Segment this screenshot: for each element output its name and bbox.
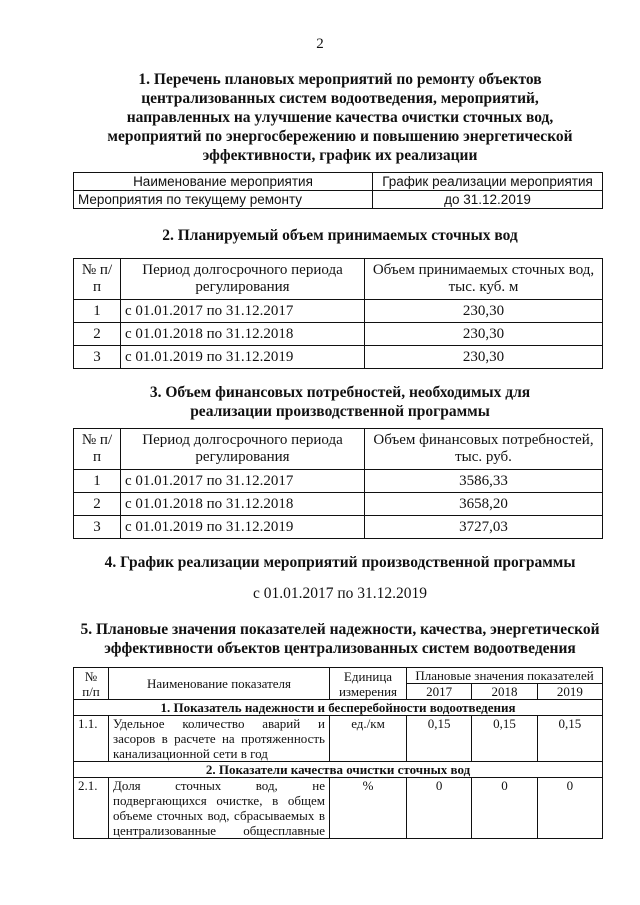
table-row [74,493,603,516]
row-value: 0,15 [537,716,602,762]
section5-title [60,620,620,658]
row-unit: ед./км [330,716,407,762]
group-row [74,762,603,778]
group-row [74,700,603,716]
row-indicator-name [109,778,330,839]
row-num: 1 [74,470,121,493]
section1-title-line: централизованных систем водоотведения, мероприятий, [141,90,539,107]
indicator-line: Доля сточных вод, не [113,778,325,793]
row-num: 3 [74,346,121,369]
table-row [74,300,603,323]
indicator-line: канализационной сети в год [113,746,268,761]
row-value: 230,30 [365,323,603,346]
indicator-line: Удельное количество аварий и [113,716,325,731]
row-num: 3 [74,516,121,539]
indicators-table [73,667,603,839]
section3-title [60,383,620,421]
header-unit: Единица измерения [330,668,407,700]
header-indicator-name: Наименование показателя [109,668,330,700]
group-reliability: 1. Показатель надежности и бесперебойности водоотведения [74,700,603,716]
header-num: № п/п [74,259,121,300]
table-header-row [74,173,603,191]
row-period: с 01.01.2019 по 31.12.2019 [121,516,365,539]
row-value: 3586,33 [365,470,603,493]
header-year: 2017 [407,684,472,700]
row-period: с 01.01.2017 по 31.12.2017 [121,470,365,493]
header-measure-name: Наименование мероприятия [74,173,373,191]
wastewater-volume-table [73,258,603,369]
measure-name: Мероприятия по текущему ремонту [74,191,373,209]
section1-title [60,70,620,165]
row-period: с 01.01.2017 по 31.12.2017 [121,300,365,323]
section1-title-line: 1. Перечень плановых мероприятий по ремонту объектов [138,71,542,88]
row-unit: % [330,778,407,839]
row-period: с 01.01.2019 по 31.12.2019 [121,346,365,369]
financial-needs-table [73,428,603,539]
row-value: 0 [407,778,472,839]
measures-table [73,172,603,209]
table-header-row [74,429,603,470]
table-header-row [74,259,603,300]
section1-title-line: мероприятий по энергосбережению и повышению энергетической [107,128,573,145]
header-year: 2019 [537,684,602,700]
row-indicator-name [109,716,330,762]
section4-title: 4. График реализации мероприятий производственной программы [104,554,576,571]
section5-title-line: эффективности объектов централизованных систем водоотведения [104,640,576,657]
section1-title-line: эффективности, график их реализации [202,147,478,164]
header-num: № п/п [74,429,121,470]
table-row [74,346,603,369]
header-num: № п/п [74,668,109,700]
header-volume: Объем принимаемых сточных вод, тыс. куб. м [365,259,603,300]
header-year: 2018 [472,684,537,700]
table-row [74,716,603,762]
measure-deadline: до 31.12.2019 [373,191,603,209]
table-row [74,470,603,493]
indicator-line: объеме сточных вод, сбрасываемых в [113,808,325,823]
row-num: 2.1. [74,778,109,839]
page-number: 2 [316,36,324,52]
row-num: 1.1. [74,716,109,762]
header-schedule: График реализации мероприятия [373,173,603,191]
section2-title: 2. Планируемый объем принимаемых сточных вод [162,227,518,244]
row-num: 1 [74,300,121,323]
indicator-line: централизованные общесплавные [113,823,325,838]
section4-period: с 01.01.2017 по 31.12.2019 [252,585,428,602]
row-period: с 01.01.2018 по 31.12.2018 [121,323,365,346]
group-treatment-quality: 2. Показатели качества очистки сточных вод [74,762,603,778]
row-num: 2 [74,493,121,516]
table-row [74,516,603,539]
header-financial: Объем финансовых потребностей, тыс. руб. [365,429,603,470]
section5-title-line: 5. Плановые значения показателей надежности, качества, энергетической [80,621,600,638]
indicator-line: засоров в расчете на протяженность [113,731,325,746]
indicator-line: подвергающихся очистке, в общем [113,793,325,808]
table-row [74,778,603,839]
table-row [74,191,603,209]
header-planned-values: Плановые значения показателей [407,668,603,684]
section3-title-line: реализации производственной программы [190,403,490,420]
row-num: 2 [74,323,121,346]
table-header-row [74,668,603,684]
row-value: 0,15 [472,716,537,762]
row-value: 230,30 [365,346,603,369]
row-value: 3727,03 [365,516,603,539]
header-period: Период долгосрочного периода регулирования [121,259,365,300]
section3-title-line: 3. Объем финансовых потребностей, необходимых для [149,384,531,401]
row-period: с 01.01.2018 по 31.12.2018 [121,493,365,516]
row-value: 230,30 [365,300,603,323]
row-value: 0 [472,778,537,839]
row-value: 3658,20 [365,493,603,516]
row-value: 0,15 [407,716,472,762]
row-value: 0 [537,778,602,839]
section1-title-line: направленных на улучшение качества очистки сточных вод, [126,109,554,126]
table-row [74,323,603,346]
header-period: Период долгосрочного периода регулирования [121,429,365,470]
